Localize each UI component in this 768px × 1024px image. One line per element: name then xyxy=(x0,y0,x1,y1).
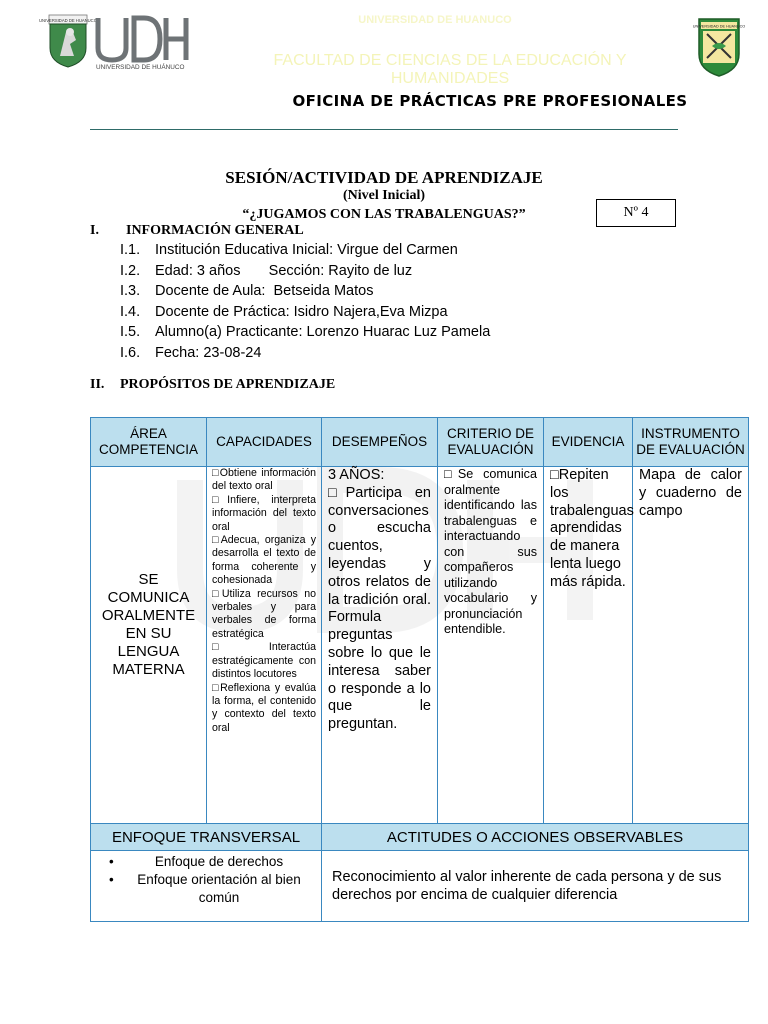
desempenos-age: 3 AÑOS: xyxy=(328,467,385,483)
capacidad-item: □Reflexiona y evalúa la forma, el contenido y contexto del texto oral xyxy=(212,681,316,734)
document-title: SESIÓN/ACTIVIDAD DE APRENDIZAJE xyxy=(225,168,543,187)
section-1-number: I. xyxy=(90,223,99,238)
section-2-title: PROPÓSITOS DE APRENDIZAJE xyxy=(120,377,336,392)
section-2-number: II. xyxy=(90,377,105,392)
header-criterio: CRITERIO DE EVALUACIÓN xyxy=(438,418,544,467)
info-item-practice-teacher xyxy=(120,302,490,323)
info-item-student xyxy=(120,322,490,343)
header-divider xyxy=(90,129,678,130)
capacidad-item: □Obtiene información del texto oral xyxy=(212,467,316,493)
header-instrumento: INSTRUMENTO DE EVALUACIÓN xyxy=(633,418,749,467)
criterio-cell xyxy=(438,467,544,824)
info-item-number: I.6. xyxy=(120,344,141,361)
instrumento-cell xyxy=(633,467,749,824)
general-info-list xyxy=(120,240,490,364)
university-crest-left xyxy=(39,14,97,68)
info-item-number: I.5. xyxy=(120,324,141,341)
udh-logo-subtitle: UNIVERSIDAD DE HUÁNUCO xyxy=(96,64,185,71)
session-topic: “¿JUGAMOS CON LAS TRABALENGUAS?” xyxy=(242,207,526,222)
section-1-title: INFORMACIÓN GENERAL xyxy=(126,223,304,238)
info-item-text: Fecha: 23-08-24 xyxy=(155,344,262,361)
capacidad-item: □Infiere, interpreta información del texto oral xyxy=(212,493,316,533)
info-item-text: Alumno(a) Practicante: Lorenzo Huarac Luz Pamela xyxy=(155,324,491,341)
enfoque-item: • Enfoque de derechos xyxy=(121,853,317,871)
udh-logo xyxy=(94,14,194,72)
info-item-text: Docente de Práctica: Isidro Najera,Eva Mizpa xyxy=(155,303,448,320)
info-item-age-section xyxy=(120,261,490,282)
info-item-class-teacher xyxy=(120,281,490,302)
enfoque-item: • Enfoque orientación al bien común xyxy=(121,871,317,907)
table-band-row xyxy=(91,824,749,851)
area-competencia-text: SE COMUNICA ORALMENTE EN SU LENGUA MATERNA xyxy=(101,571,196,678)
enfoques-list xyxy=(91,853,321,907)
faculty-name: FACULTAD DE CIENCIAS DE LA EDUCACIÓN Y HUMANIDADES xyxy=(273,52,627,87)
info-item-text: Institución Educativa Inicial: Virgue del Carmen xyxy=(155,242,458,258)
table-row-content xyxy=(91,467,749,824)
info-item-number: I.4. xyxy=(120,303,141,320)
header-capacidades: CAPACIDADES xyxy=(207,418,322,467)
info-item-date xyxy=(120,343,490,364)
evidencia-text: □Repiten los trabalenguas aprendidas de manera lenta luego más rápida. xyxy=(550,467,634,590)
office-title: OFICINA DE PRÁCTICAS PRE PROFESIONALES xyxy=(292,92,688,110)
session-number: Nº 4 xyxy=(596,199,676,227)
enfoque-transversal-header: ENFOQUE TRANSVERSAL xyxy=(91,824,322,851)
area-competencia-cell xyxy=(91,467,207,824)
info-item-number: I.2. xyxy=(120,262,141,279)
university-name: UNIVERSIDAD DE HUANUCO xyxy=(358,14,512,26)
crest-right-label: UNIVERSIDAD DE HUANUCO xyxy=(692,24,746,29)
document-level: (Nivel Inicial) xyxy=(342,188,426,203)
faculty-crest-right xyxy=(692,16,746,78)
info-item-institution xyxy=(120,240,490,261)
info-item-text: Edad: 3 años Sección: Rayito de luz xyxy=(155,262,413,279)
table-row-enfoque xyxy=(91,851,749,922)
actitudes-text: Reconocimiento al valor inherente de cada persona y de sus derechos por encima de cualquier diferencia xyxy=(332,869,722,903)
capacidades-cell xyxy=(207,467,322,824)
crest-left-label: UNIVERSIDAD DE HUANUCO xyxy=(39,17,97,23)
header-desempenos: DESEMPEÑOS xyxy=(322,418,438,467)
header-area-competencia: ÁREA COMPETENCIA xyxy=(91,418,207,467)
actitudes-header: ACTITUDES O ACCIONES OBSERVABLES xyxy=(322,824,749,851)
section-1-heading xyxy=(90,223,304,239)
learning-purposes-table xyxy=(90,417,749,922)
info-item-text: Docente de Aula: Betseida Matos xyxy=(155,283,374,300)
header-evidencia: EVIDENCIA xyxy=(544,418,633,467)
evidencia-cell xyxy=(544,467,633,824)
capacidad-item: □Utiliza recursos no verbales y para verbales de forma estratégica xyxy=(212,587,316,640)
info-item-number: I.3. xyxy=(120,283,141,300)
table-header-row xyxy=(91,418,749,467)
section-2-heading xyxy=(90,377,335,393)
desempenos-text: □Participa en conversaciones o escucha cuentos, leyendas y otros relatos de la tradición oral. Formula preguntas sobre lo que le interesa saber o responde a lo que le preguntan. xyxy=(328,484,431,733)
criterio-text: □Se comunica oralmente identificando las trabalenguas e interactuando con sus compañeros utilizando vocabulario y pronunciación entendible. xyxy=(444,467,537,636)
capacidad-item: □Adecua, organiza y desarrolla el texto de forma coherente y cohesionada xyxy=(212,534,316,587)
capacidad-item: □Interactúa estratégicamente con distintos locutores xyxy=(212,641,316,681)
actitudes-cell xyxy=(322,851,749,922)
info-item-number: I.1. xyxy=(120,242,141,258)
instrumento-text: Mapa de calor y cuaderno de campo xyxy=(639,467,742,519)
enfoques-cell xyxy=(91,851,322,922)
desempenos-cell xyxy=(322,467,438,824)
